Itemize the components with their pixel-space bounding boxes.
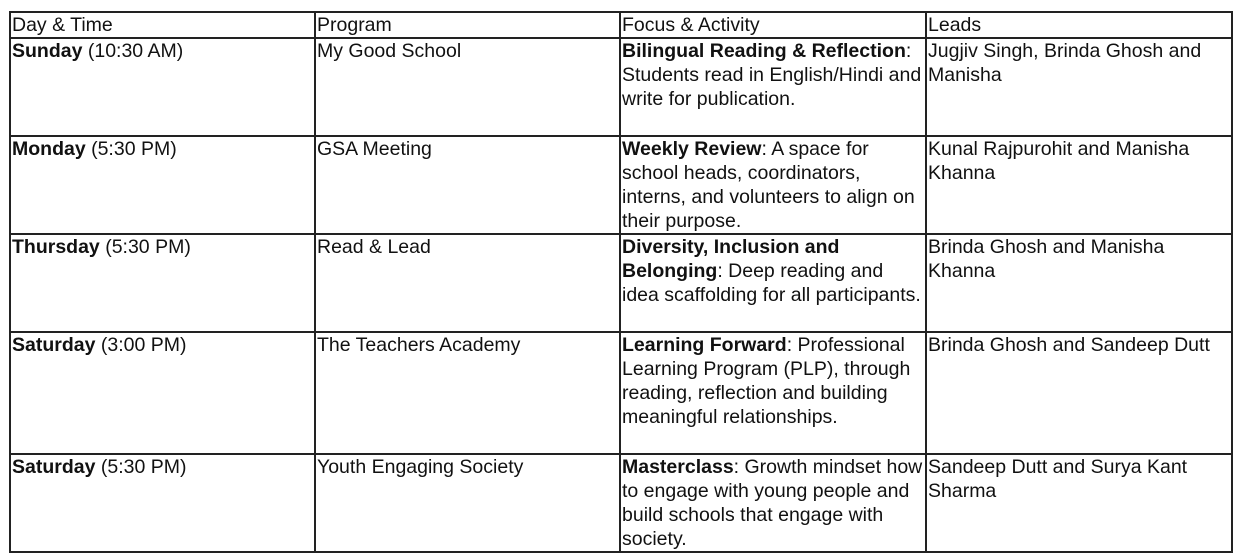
table-header-row [10,12,1232,38]
focus-text: : Professional Learning Program (PLP), through reading, reflection and building meaningful relationships. [622,334,911,428]
program-cell: Read & Lead [315,234,620,332]
focus-cell [620,454,926,552]
leads-cell: Brinda Ghosh and Sandeep Dutt [926,332,1232,454]
header-focus-activity: Focus & Activity [620,12,926,38]
table-row [10,234,1232,332]
time-label: (5:30 PM) [99,236,191,258]
focus-text: : Deep reading and idea scaffolding for all participants. [622,260,921,306]
time-label: (5:30 PM) [85,138,177,160]
leads-cell: Kunal Rajpurohit and Manisha Khanna [926,136,1232,234]
leads-cell: Sandeep Dutt and Surya Kant Sharma [926,454,1232,552]
time-label: (5:30 PM) [95,456,187,478]
program-schedule-table [9,11,1233,553]
header-day-time: Day & Time [10,12,315,38]
program-cell: The Teachers Academy [315,332,620,454]
leads-cell: Jugjiv Singh, Brinda Ghosh and Manisha [926,38,1232,136]
program-cell: My Good School [315,38,620,136]
focus-title: Weekly Review [622,138,762,160]
focus-title: Masterclass [622,456,734,478]
focus-title: Learning Forward [622,334,787,356]
day-label: Saturday [12,334,96,356]
day-label: Sunday [12,40,83,62]
table-row [10,332,1232,454]
table-row [10,136,1232,234]
focus-title: Diversity, Inclusion and Belonging [622,236,840,282]
time-label: (3:00 PM) [95,334,187,356]
focus-title: Bilingual Reading & Reflection [622,40,906,62]
leads-cell: Brinda Ghosh and Manisha Khanna [926,234,1232,332]
focus-cell [620,136,926,234]
table-row [10,38,1232,136]
day-label: Monday [12,138,86,160]
time-label: (10:30 AM) [82,40,184,62]
day-time-cell [10,454,315,552]
focus-cell [620,332,926,454]
day-label: Saturday [12,456,96,478]
day-label: Thursday [12,236,100,258]
header-leads: Leads [926,12,1232,38]
focus-cell [620,234,926,332]
focus-text: : A space for school heads, coordinators, interns, and volunteers to align on their purpose. [622,138,915,232]
day-time-cell [10,234,315,332]
focus-cell [620,38,926,136]
day-time-cell [10,332,315,454]
header-program: Program [315,12,620,38]
day-time-cell [10,38,315,136]
program-cell: Youth Engaging Society [315,454,620,552]
program-cell: GSA Meeting [315,136,620,234]
day-time-cell [10,136,315,234]
focus-text: : Growth mindset how to engage with young people and build schools that engage with society. [622,456,923,550]
focus-text: : Students read in English/Hindi and write for publication. [622,40,922,110]
table-row [10,454,1232,552]
